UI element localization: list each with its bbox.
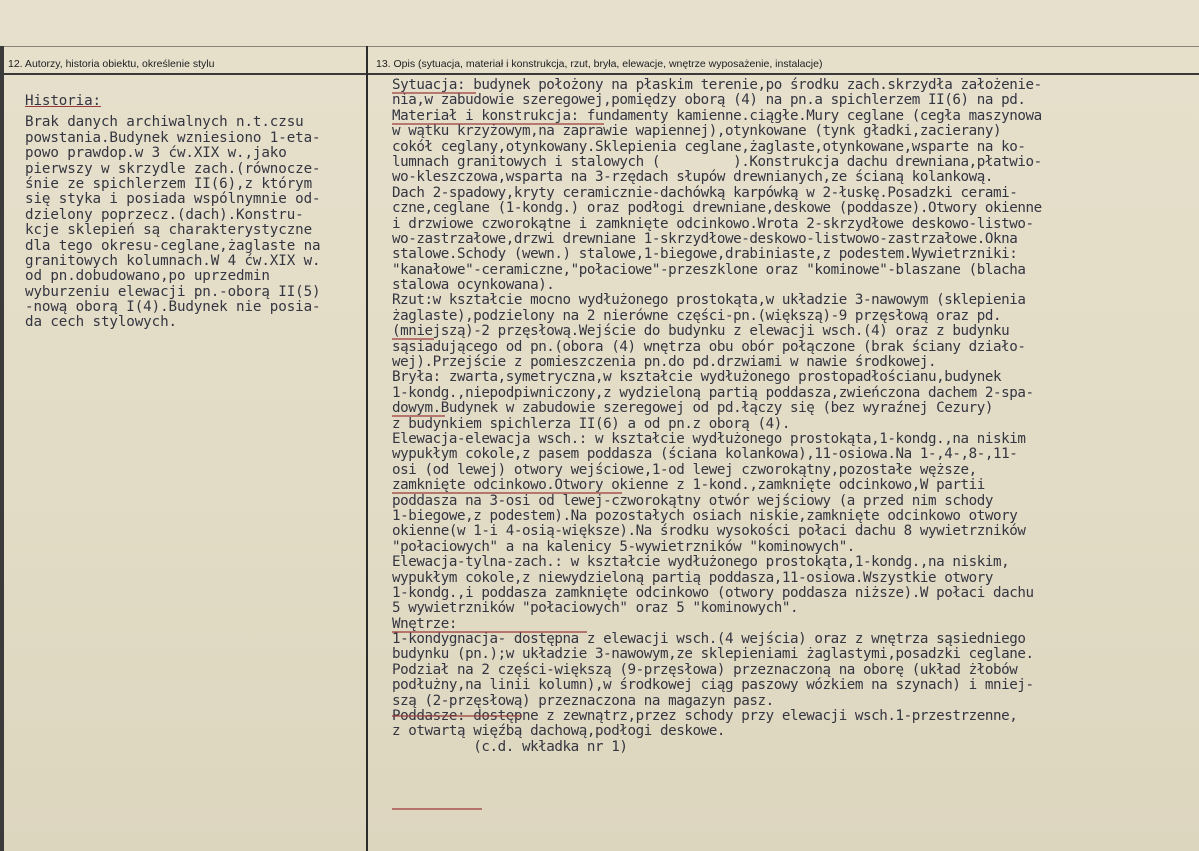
description-line: Podział na 2 części-większą (9-przęsłowa) przeznaczoną na oborę (układ żłobów — [392, 661, 1018, 678]
description-line: osi (od lewej) otwory wejściowe,1-od lewej czworokątny,pozostałe węższe, — [392, 461, 977, 478]
description-line: 1-biegowe,z podestem).Na pozostałych osiach niskie,zamknięte odcinkowo otwory — [392, 507, 1018, 524]
description-line: nia,w zabudowie szeregowej,pomiędzy oborą (4) na pn.a spichlerzem II(6) na pd. — [392, 92, 1026, 109]
description-line-sytuacja: Sytuacja: budynek położony na płaskim terenie,po środku zach.skrzydła założenie- — [392, 77, 1042, 93]
history-line: dla tego okresu-ceglane,żaglaste na — [25, 237, 321, 254]
description-line: stalowa ocynkowana). — [392, 277, 555, 294]
description-line: sąsiadującego od pn.(obora (4) wnętrza obu obór połączone (brak ściany działo- — [392, 338, 1026, 355]
history-line: kcje sklepień są charakterystyczne — [25, 222, 313, 239]
history-line: od pn.dobudowano,po uprzedmin — [25, 268, 270, 285]
history-line: wyburzeniu elewacji pn.-oborą II(5) — [25, 283, 321, 300]
description-line: wo-kleszczowa,wsparta na 3-rzędach słupów drewnianych,ze ścianą kolankową. — [392, 169, 993, 186]
header-rule — [0, 73, 1199, 75]
description-line: "połaciowych" a na kalenicy 5-wywietrzników "kominowych". — [392, 538, 855, 555]
description-line-elewacja-zach: Elewacja-tylna-zach.: w kształcie wydłużonego prostokąta,1-kondg.,na niskim, — [392, 554, 1010, 571]
description-line: Dach 2-spadowy,kryty ceramicznie-dachówką karpówką w 2-łuskę.Posadzki cerami- — [392, 184, 1018, 201]
description-line: 1-kondg.,niepodpiwniczony,z wydzieloną partią poddasza,zwieńczona dachem 2-spa- — [392, 384, 1034, 401]
description-line-material: Materiał i konstrukcja: fundamenty kamienne.ciągłe.Mury ceglane (cegła maszynowa — [392, 107, 1042, 124]
description-line: lumnach granitowych i stalowych ( ).Konstrukcja dachu drewniana,płatwio- — [392, 153, 1042, 170]
history-heading: Historia: — [25, 93, 101, 109]
history-line: dzielony poprzecz.(dach).Konstru- — [25, 206, 304, 223]
description-line: dowym.Budynek w zabudowie szeregowej od pd.łączy się (bez wyraźnej Cezury) — [392, 400, 993, 417]
description-line: okienne(w 1-i 4-osią-większe).Na środku wysokości połaci dachu 8 wywietrzników — [392, 523, 1026, 540]
description-line-poddasze: Poddasze: dostępne z zewnątrz,przez schody przy elewacji wsch.1-przestrzenne, — [392, 708, 1018, 725]
description-line-rzut: Rzut:w kształcie mocno wydłużonego prostokąta,w układzie 3-nawowym (sklepienia — [392, 292, 1026, 309]
description-line: wypukłym cokole,z niewydzieloną partią poddasza,11-osiowa.Wszystkie otwory — [392, 569, 993, 586]
description-line: w wątku krzyżowym,na zaprawie wapiennej),otynkowane (tynk gładki,zacierany) — [392, 123, 1002, 140]
description-line: wypukłym cokole,z pasem poddasza (ściana kolankowa),11-osiowa.Na 1-,4-,8-,11- — [392, 446, 1018, 463]
history-line: da cech stylowych. — [25, 314, 177, 331]
history-column — [25, 94, 370, 331]
history-line: się styka i posiada wspólnymnie od- — [25, 191, 321, 208]
history-line: powstania.Budynek wzniesiono 1-eta- — [25, 129, 321, 146]
history-line: -nową oborą I(4).Budynek nie posia- — [25, 299, 321, 316]
description-line: podłużny,na linii kolumn),w środkowej ciąg paszowy wózkiem na szynach) i mniej- — [392, 677, 1034, 694]
description-line: szą (2-przęsłową) przeznaczona na magazyn pasz. — [392, 692, 774, 709]
description-line: cokół ceglany,otynkowany.Sklepienia ceglane,żaglaste,otynkowane,wsparte na ko- — [392, 138, 1026, 155]
description-line: budynku (pn.);w układzie 3-nawowym,ze sklepieniami żaglastymi,posadzki ceglane. — [392, 646, 1034, 663]
top-rule — [0, 46, 1199, 47]
history-line: pierwszy w skrzydle zach.(równocze- — [25, 160, 321, 177]
description-line: wej).Przejście z pomieszczenia pn.do pd.drzwiami w nawie środkowej. — [392, 354, 937, 371]
description-line: 5 wywietrzników "połaciowych" oraz 5 "kominowych". — [392, 600, 799, 617]
description-line: zamknięte odcinkowo.Otwory okienne z 1-kond.,zamknięte odcinkowo,W partii — [392, 477, 985, 494]
section-12-label: 12. Autorzy, historia obiektu, określenie stylu — [8, 58, 215, 70]
description-line: (mniejszą)-2 przęsłową.Wejście do budynku z elewacji wsch.(4) oraz z budynku — [392, 323, 1010, 340]
history-line: granitowych kolumnach.W 4 ćw.XIX w. — [25, 252, 321, 269]
description-line: czne,ceglane (1-kondg.) oraz podłogi drewniane,deskowe (poddasze).Otwory okienne — [392, 200, 1042, 217]
description-line-wnetrze: Wnętrze: — [392, 615, 457, 632]
description-line: "kanałowe"-ceramiczne,"połaciowe"-przeszklone oraz "kominowe"-blaszane (blacha — [392, 261, 1026, 278]
description-line: z otwartą więźbą dachową,podłogi deskowe. — [392, 723, 725, 740]
description-line: 1-kondg.,i poddasza zamknięte odcinkowo (otwory poddasza niższe).W połaci dachu — [392, 584, 1034, 601]
description-line-elewacja-wsch: Elewacja-elewacja wsch.: w kształcie wydłużonego prostokąta,1-kondg.,na niskim — [392, 430, 1026, 447]
description-line: wo-zastrzałowe,drzwi drewniane 1-skrzydłowe-deskowo-listwowo-zastrzałowe.Okna — [392, 230, 1018, 247]
left-border — [0, 46, 4, 851]
continuation-note: (c.d. wkładka nr 1) — [392, 738, 628, 755]
description-line: poddasza na 3-osi od lewej-czworokątny otwór wejściowy (a przed nim schody — [392, 492, 993, 509]
description-line: z budynkiem spichlerza II(6) a od pn.z oborą (4). — [392, 415, 790, 432]
description-line-kondygnacja: 1-kondygnacja- dostępna z elewacji wsch.(4 wejścia) oraz z wnętrza sąsiedniego — [392, 631, 1026, 648]
section-13-label: 13. Opis (sytuacja, materiał i konstrukcja, rzut, bryła, elewacje, wnętrze wyposażenie, instalacje) — [376, 58, 823, 70]
history-line: Brak danych archiwalnych n.t.czsu — [25, 114, 304, 131]
description-column — [392, 78, 1192, 755]
description-line-bryla: Bryła: zwarta,symetryczna,w kształcie wydłużonego prostopadłościanu,budynek — [392, 369, 1002, 386]
description-line: i drzwiowe czworokątne i zamknięte odcinkowo.Wrota 2-skrzydłowe deskowo-listwo- — [392, 215, 1034, 232]
history-line: powo prawdop.w 3 ćw.XIX w.,jako — [25, 145, 287, 162]
description-line: stalowe.Schody (wewn.) stalowe,1-biegowe,drabiniaste,z podestem.Wywietrzniki: — [392, 246, 1018, 263]
history-line: śnie ze spichlerzem II(6),z którym — [25, 175, 313, 192]
description-line: żaglaste),podzielony na 2 nierówne części-pn.(większą)-9 przęsłową oraz pd. — [392, 307, 1002, 324]
